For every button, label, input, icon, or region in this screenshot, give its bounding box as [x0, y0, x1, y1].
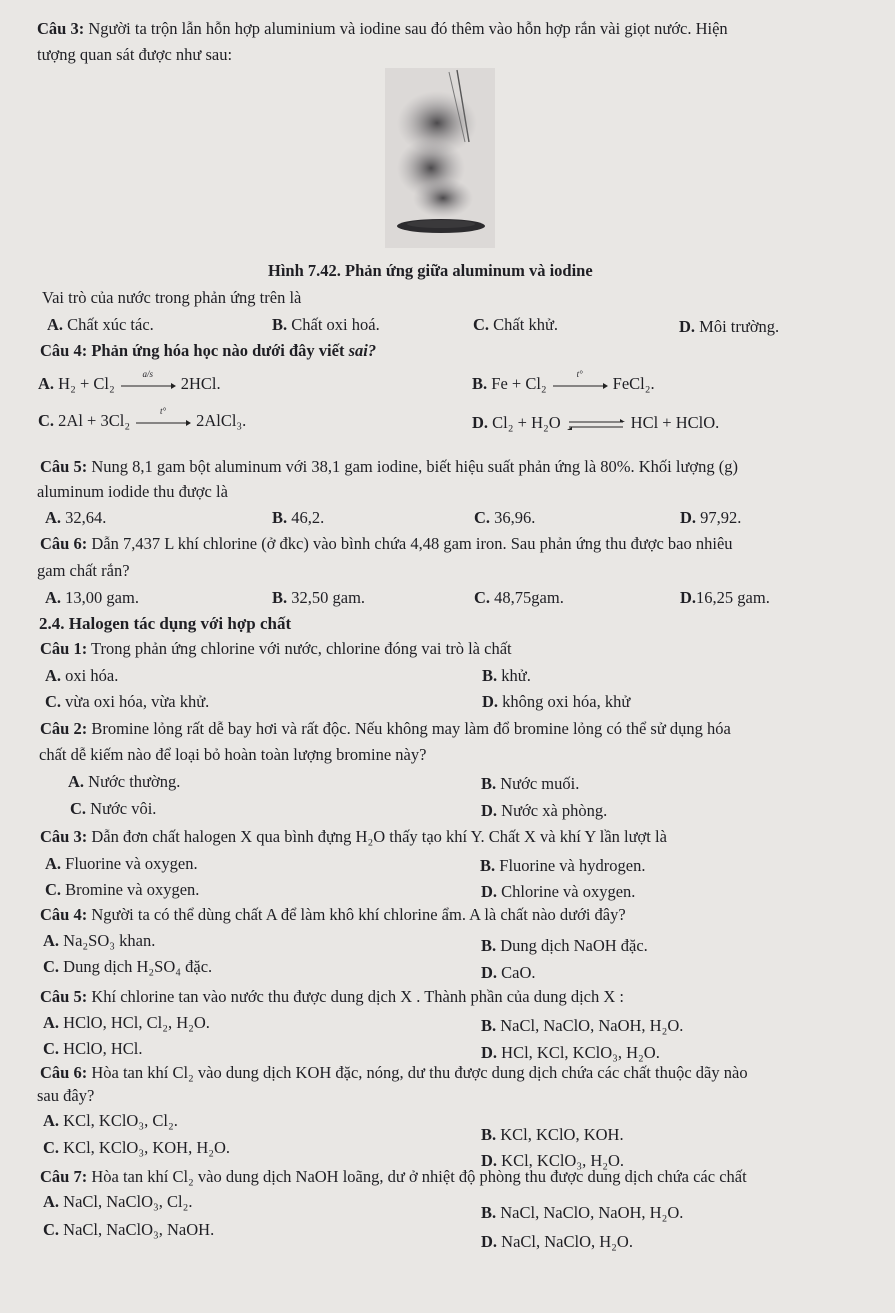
q2-line1: Câu 2: Bromine lỏng rất dễ bay hơi và rất độc. Nếu không may làm đổ bromine lỏng có thể sử dụng hóa	[40, 719, 731, 738]
q5b-stem: Câu 5: Khí chlorine tan vào nước thu được dung dịch X . Thành phần của dung dịch X :	[40, 987, 625, 1006]
q3b-stem: Câu 3: Dẫn đơn chất halogen X qua bình đựng H₂O thấy tạo khí Y. Chất X và khí Y lần lượt là	[40, 827, 667, 846]
q2-option-a: A. Nước thường.	[68, 772, 181, 791]
q5a-option-d: D. 97,92.	[680, 508, 742, 527]
q4a-stem: Câu 4: Phản ứng hóa học nào dưới đây viết sai?	[40, 341, 377, 360]
q5a-line1: Câu 5: Nung 8,1 gam bột aluminum với 38,1 gam iodine, biết hiệu suất phản ứng là 80%. Khối lượng (g)	[40, 457, 739, 476]
q2-option-b: B. Nước muối.	[481, 774, 580, 793]
q6a-line1: Câu 6: Dẫn 7,437 L khí chlorine (ở đkc) vào bình chứa 4,48 gam iron. Sau phản ứng thu được bao nhiêu	[40, 534, 733, 553]
q1-option-a: A. oxi hóa.	[45, 666, 119, 685]
q3a-option-b: B. Chất oxi hoá.	[272, 315, 380, 334]
q5b-option-b: B. NaCl, NaClO, NaOH, H₂O.	[481, 1016, 684, 1035]
q5b-option-a: A. HClO, HCl, Cl₂, H₂O.	[43, 1013, 210, 1032]
q6b-option-c: C. KCl, KClO₃, KOH, H₂O.	[43, 1138, 231, 1157]
q4b-stem: Câu 4: Người ta có thể dùng chất A để làm khô khí chlorine ẩm. A là chất nào dưới đây?	[40, 905, 626, 924]
q2-line2: chất dễ kiếm nào để loại bỏ hoàn toàn lượng bromine này?	[39, 745, 427, 764]
q4b-option-c: C. Dung dịch H₂SO₄ đặc.	[43, 957, 213, 976]
q7b-stem: Câu 7: Hòa tan khí Cl₂ vào dung dịch NaOH loãng, dư ở nhiệt độ phòng thu được dung dịch chứa các chất	[40, 1167, 747, 1186]
q6b-line2: sau đây?	[37, 1086, 95, 1105]
q3a-option-d: D. Môi trường.	[679, 317, 780, 336]
q3b-option-b: B. Fluorine và hydrogen.	[480, 856, 646, 875]
q4b-option-a: A. Na₂SO₃ khan.	[43, 931, 156, 950]
q7b-option-c: C. NaCl, NaClO₃, NaOH.	[43, 1220, 215, 1239]
q3a-line1: Câu 3: Người ta trộn lẫn hỗn hợp aluminium và iodine sau đó thêm vào hỗn hợp rắn vài giọt nước. Hiện	[37, 19, 728, 38]
q6a-option-c: C. 48,75gam.	[474, 588, 564, 607]
q6b-option-b: B. KCl, KClO, KOH.	[481, 1125, 624, 1144]
q2-option-c: C. Nước vôi.	[70, 799, 157, 818]
figure-caption: Hình 7.42. Phản ứng giữa aluminum và iodine	[268, 261, 593, 280]
q5a-option-c: C. 36,96.	[474, 508, 536, 527]
q6b-option-a: A. KCl, KClO₃, Cl₂.	[43, 1111, 178, 1130]
q1-stem: Câu 1: Trong phản ứng chlorine với nước, chlorine đóng vai trò là chất	[40, 639, 512, 658]
q4a-option-b: B. Fe + Cl₂ t° FeCl₂.	[472, 369, 655, 393]
section-heading: 2.4. Halogen tác dụng với hợp chất	[39, 614, 292, 633]
q4a-option-c: C. 2Al + 3Cl₂ t° 2AlCl₃.	[38, 406, 247, 430]
q4a-option-d: D. Cl₂ + H₂O HCl + HClO.	[472, 413, 720, 432]
q6a-option-a: A. 13,00 gam.	[45, 588, 139, 607]
q1-option-d: D. không oxi hóa, khử	[482, 692, 631, 711]
q5b-option-c: C. HClO, HCl.	[43, 1039, 143, 1058]
q6a-line2: gam chất rắn?	[37, 561, 130, 580]
q5a-option-b: B. 46,2.	[272, 508, 325, 527]
q3a-option-c: C. Chất khử.	[473, 315, 559, 334]
q3a-option-a: A. Chất xúc tác.	[47, 315, 154, 334]
q3a-question: Vai trò của nước trong phản ứng trên là	[42, 288, 302, 307]
q6a-option-b: B. 32,50 gam.	[272, 588, 366, 607]
q5b-option-d: D. HCl, KCl, KClO₃, H₂O.	[481, 1043, 660, 1062]
q7b-option-d: D. NaCl, NaClO, H₂O.	[481, 1232, 633, 1251]
q4b-option-d: D. CaO.	[481, 963, 536, 982]
q5a-option-a: A. 32,64.	[45, 508, 107, 527]
q7b-option-b: B. NaCl, NaClO, NaOH, H₂O.	[481, 1203, 684, 1222]
q1-option-b: B. khử.	[482, 666, 531, 685]
q3b-option-a: A. Fluorine và oxygen.	[45, 854, 198, 873]
q3a-line2: tượng quan sát được như sau:	[37, 45, 233, 64]
reaction-figure	[385, 68, 495, 248]
q1-option-c: C. vừa oxi hóa, vừa khử.	[45, 692, 210, 711]
q3b-option-c: C. Bromine và oxygen.	[45, 880, 200, 899]
q5a-line2: aluminum iodide thu được là	[37, 482, 228, 501]
q4a-option-a: A. H₂ + Cl₂ a/s 2HCl.	[38, 369, 221, 393]
q2-option-d: D. Nước xà phòng.	[481, 801, 608, 820]
q6b-option-d: D. KCl, KClO₃, H₂O.	[481, 1151, 625, 1170]
q6a-option-d: D.16,25 gam.	[680, 588, 770, 607]
q4b-option-b: B. Dung dịch NaOH đặc.	[481, 936, 648, 955]
q3b-option-d: D. Chlorine và oxygen.	[481, 882, 636, 901]
q6b-line1: Câu 6: Hòa tan khí Cl₂ vào dung dịch KOH đặc, nóng, dư thu được dung dịch chứa các chất thuộc dãy nào	[40, 1063, 748, 1082]
q7b-option-a: A. NaCl, NaClO₃, Cl₂.	[43, 1192, 193, 1211]
